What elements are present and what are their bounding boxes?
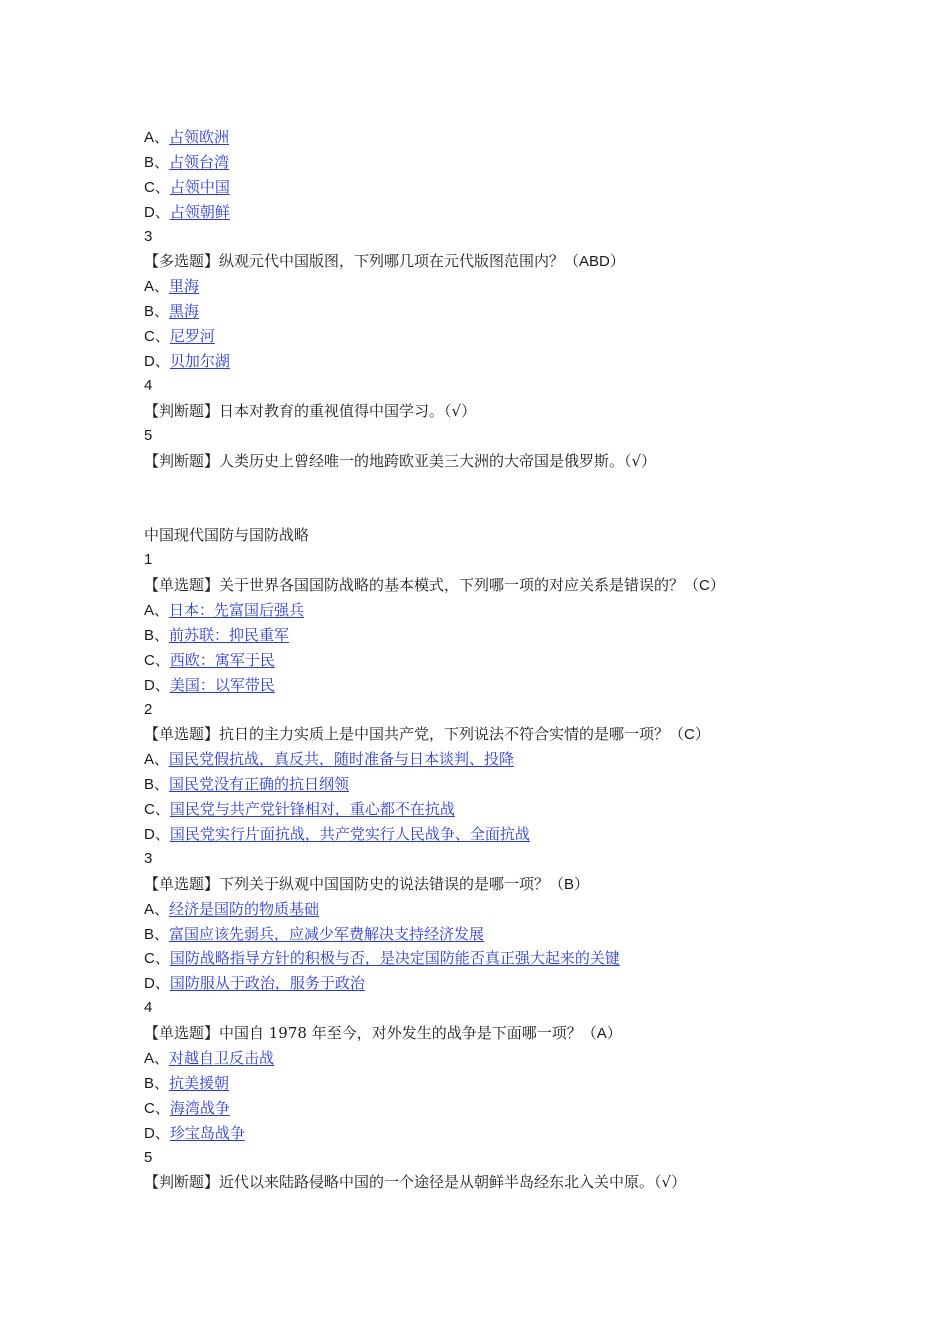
option-d [144,349,844,374]
option-d [144,822,844,847]
option-c [144,946,844,971]
option-a [144,1046,844,1071]
answer-key: （C） [669,726,710,744]
question-stem: 【单选题】下列关于纵观中国国防史的说法错误的是哪一项？ [144,874,550,893]
option-c [144,1096,844,1121]
option-b [144,1071,844,1096]
question-text [144,249,844,274]
question-stem: 【单选题】关于世界各国国防战略的基本模式，下列哪一项的对应关系是错误的？ [144,576,685,595]
option-letter: A、 [144,129,170,146]
option-letter: A、 [144,751,170,769]
option-a [144,897,844,922]
option-letter: D、 [144,353,170,371]
option-b [144,772,844,797]
option-letter: D、 [144,825,170,843]
option-letter: D、 [144,975,170,993]
question-number: 5 [144,426,153,444]
option-letter: A、 [144,601,170,619]
answer-key: （C） [684,577,725,595]
option-link[interactable]: 里海 [169,277,200,296]
option-link[interactable]: 西欧：寓军于民 [169,650,275,669]
option-letter: B、 [144,925,170,943]
option-letter: C、 [144,801,170,819]
option-letter: B、 [144,303,170,321]
option-c [144,175,844,200]
option-d [144,1121,844,1146]
option-c [144,797,844,822]
option-a [144,125,844,150]
option-link[interactable]: 国防战略指导方针的积极与否，是决定国防能否真正强大起来的关键 [169,949,620,968]
option-link[interactable]: 经济是国防的物质基础 [169,899,320,918]
option-letter: A、 [144,1049,170,1067]
option-link[interactable]: 抗美援朝 [169,1073,230,1092]
option-link[interactable]: 国防服从于政治，服务于政治 [169,974,365,993]
option-link[interactable]: 富国应该先弱兵，应减少军费解决支持经济发展 [169,924,485,943]
option-a [144,274,844,299]
question-text [144,1170,844,1195]
option-letter: D、 [144,676,170,694]
option-link[interactable]: 海湾战争 [169,1098,230,1117]
question-number: 4 [144,376,153,394]
option-letter: C、 [144,651,170,669]
question-number: 4 [144,999,153,1017]
question-stem: 【判断题】日本对教育的重视值得中国学习。 [144,401,445,420]
option-letter: A、 [144,278,170,296]
option-link[interactable]: 日本：先富国后强兵 [169,600,305,619]
question-stem: 【判断题】近代以来陆路侵略中国的一个途径是从朝鲜半岛经东北入关中原。 [144,1173,655,1192]
question-stem: 【单选题】抗日的主力实质上是中国共产党，下列说法不符合实情的是哪一项？ [144,725,670,744]
option-link[interactable]: 尼罗河 [169,327,215,346]
question-stem: 【判断题】人类历史上曾经唯一的地跨欧亚美三大洲的大帝国是俄罗斯。 [144,451,625,470]
option-b [144,922,844,947]
answer-key: （√） [624,451,657,470]
option-link[interactable]: 前苏联：抑民重军 [169,625,290,644]
option-c [144,324,844,349]
option-link[interactable]: 占领台湾 [169,152,230,171]
option-link[interactable]: 国民党与共产党针锋相对，重心都不在抗战 [169,800,455,819]
answer-key: （B） [549,875,590,893]
option-link[interactable]: 占领中国 [169,177,230,196]
option-link[interactable]: 占领欧洲 [169,128,230,146]
option-a [144,598,844,623]
section-title: 中国现代国防与国防战略 [144,526,310,545]
option-link[interactable]: 对越自卫反击战 [169,1048,275,1067]
option-b [144,623,844,648]
question-number: 3 [144,849,153,867]
option-b [144,150,844,175]
option-letter: A、 [144,900,170,918]
spacer [144,473,844,523]
question-number: 2 [144,700,153,718]
option-letter: C、 [144,178,170,196]
option-a [144,747,844,772]
question-stem: 【多选题】纵观元代中国版图，下列哪几项在元代版图范围内？ [144,252,565,271]
answer-key: （√） [444,401,477,420]
answer-key: （A） [581,1025,622,1043]
option-link[interactable]: 国民党没有正确的抗日纲领 [169,775,350,794]
option-link[interactable]: 珍宝岛战争 [169,1123,245,1142]
question-number: 5 [144,1148,153,1166]
option-letter: B、 [144,776,170,794]
option-c [144,648,844,673]
option-link[interactable]: 国民党假抗战，真反共，随时准备与日本谈判、投降 [169,750,515,769]
document-page [144,125,844,1195]
question-text [144,1021,844,1046]
option-d [144,673,844,698]
option-d [144,200,844,225]
option-link[interactable]: 国民党实行片面抗战，共产党实行人民战争、全面抗战 [169,824,530,843]
question-stem: 【单选题】中国自 1978 年至今，对外发生的战争是下面哪一项？ [144,1024,582,1043]
option-letter: C、 [144,1099,170,1117]
question-number: 1 [144,551,153,569]
option-link[interactable]: 黑海 [169,302,200,321]
option-letter: B、 [144,153,170,171]
question-text [144,573,844,598]
option-letter: B、 [144,626,170,644]
answer-key: （√） [654,1173,687,1192]
option-link[interactable]: 占领朝鲜 [169,202,230,221]
option-letter: C、 [144,950,170,968]
option-link[interactable]: 美国：以军带民 [169,675,275,694]
option-letter: D、 [144,203,170,221]
question-text [144,872,844,897]
option-b [144,299,844,324]
option-letter: D、 [144,1124,170,1142]
question-text [144,399,844,424]
question-text [144,449,844,474]
option-link[interactable]: 贝加尔湖 [169,352,230,371]
question-number: 3 [144,227,153,245]
option-letter: C、 [144,328,170,346]
question-text [144,722,844,747]
option-d [144,971,844,996]
answer-key: （ABD） [564,253,625,271]
option-letter: B、 [144,1074,170,1092]
